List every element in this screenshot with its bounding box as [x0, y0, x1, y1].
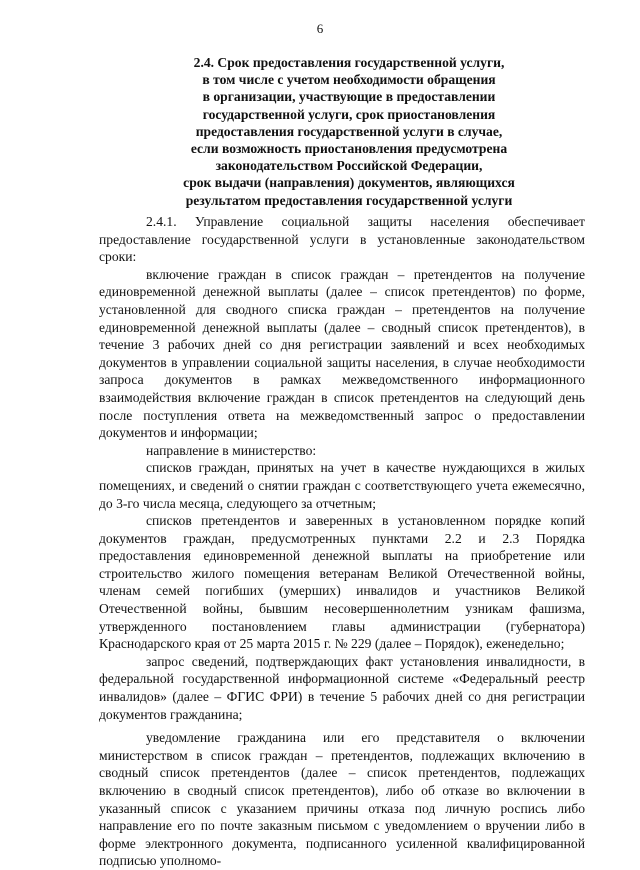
paragraph-sending-to-ministry: направление в министерство:: [146, 442, 317, 458]
paragraph-inclusion-in-list: включение граждан в список граждан – претендентов на получение единовременной денежной выплаты (далее – список претендентов) по форме, установленной для сводного списка граждан – претендентов на получение единовременной денежной выплаты (далее – сводный список претендентов), в течение 3 рабочих дней со дня регистрации заявлений и всех необходимых документов в управлении социальной защиты населения, в случае необходимости запроса документов в рамках межведомственного информационного взаимодействия включение граждан в список претендентов на следующий день после поступления ответа на межведомственный запрос о предоставлении документов и информации;: [99, 266, 585, 441]
heading-line: срок выдачи (направления) документов, являющихся: [183, 175, 515, 191]
page-number: 6: [316, 21, 324, 36]
heading-line: 2.4. Срок предоставления государственной услуги,: [193, 55, 505, 70]
paragraph-lists-of-applicants: списков претендентов и заверенных в установленном порядке копий документов граждан, предусмотренных пунктами 2.2 и 2.3 Порядка предоставления единовременной денежной выплаты на приобретение или строительство жилого помещения ветеранам Великой Отечественной войны, членам семей погибших (умерших) инвалидов и участников Великой Отечественной войны, бывшим несовершеннолетним узникам фашизма, утвержденного постановлением главы администрации (губернатора) Краснодарского края от 25 марта 2015 г. № 229 (далее – Порядок), еженедельно;: [99, 513, 585, 652]
heading-line: результатом предоставления государственной услуги: [185, 192, 513, 208]
paragraph-notification: уведомление гражданина или его представителя о включении министерством в список граждан – претендентов, подлежащих включению в сводный список претендентов (далее – список претендентов, подлежащих включению в сводный список претендентов), либо об отказе во включении в указанный список с указанием причины отказа под личную роспись либо направление его по почте заказным письмом с уведомлением о вручении либо в форме электронного документа, подписанного усиленной квалифицированной подписью уполномо-: [99, 730, 585, 869]
heading-line: законодательством Российской Федерации,: [215, 158, 483, 174]
paragraph-2-4-1: 2.4.1. Управление социальной защиты населения обеспечивает предоставление государственной услуги в установленные законодательством сроки:: [99, 214, 585, 265]
heading-line: государственной услуги, срок приостановления: [202, 106, 496, 122]
document-body: [99, 213, 585, 870]
heading-line: в организации, участвующие в предоставлении: [202, 89, 496, 105]
paragraph-fgis-request: запрос сведений, подтверждающих факт установления инвалидности, в федеральной государственной информационной системе «Федеральный реестр инвалидов» (далее – ФГИС ФРИ) в течение 5 рабочих дней со дня регистрации документов гражданина;: [99, 653, 585, 722]
section-heading: [100, 54, 598, 209]
paragraph-lists-of-citizens: списков граждан, принятых на учет в качестве нуждающихся в жилых помещениях, и сведений о снятии граждан с соответствующего учета ежемесячно, до 3-го числа месяца, следующего за отчетным;: [99, 460, 585, 511]
heading-line: если возможность приостановления предусмотрена: [190, 141, 508, 157]
heading-line: предоставления государственной услуги в случае,: [195, 123, 503, 139]
heading-line: в том числе с учетом необходимости обращения: [202, 72, 496, 88]
